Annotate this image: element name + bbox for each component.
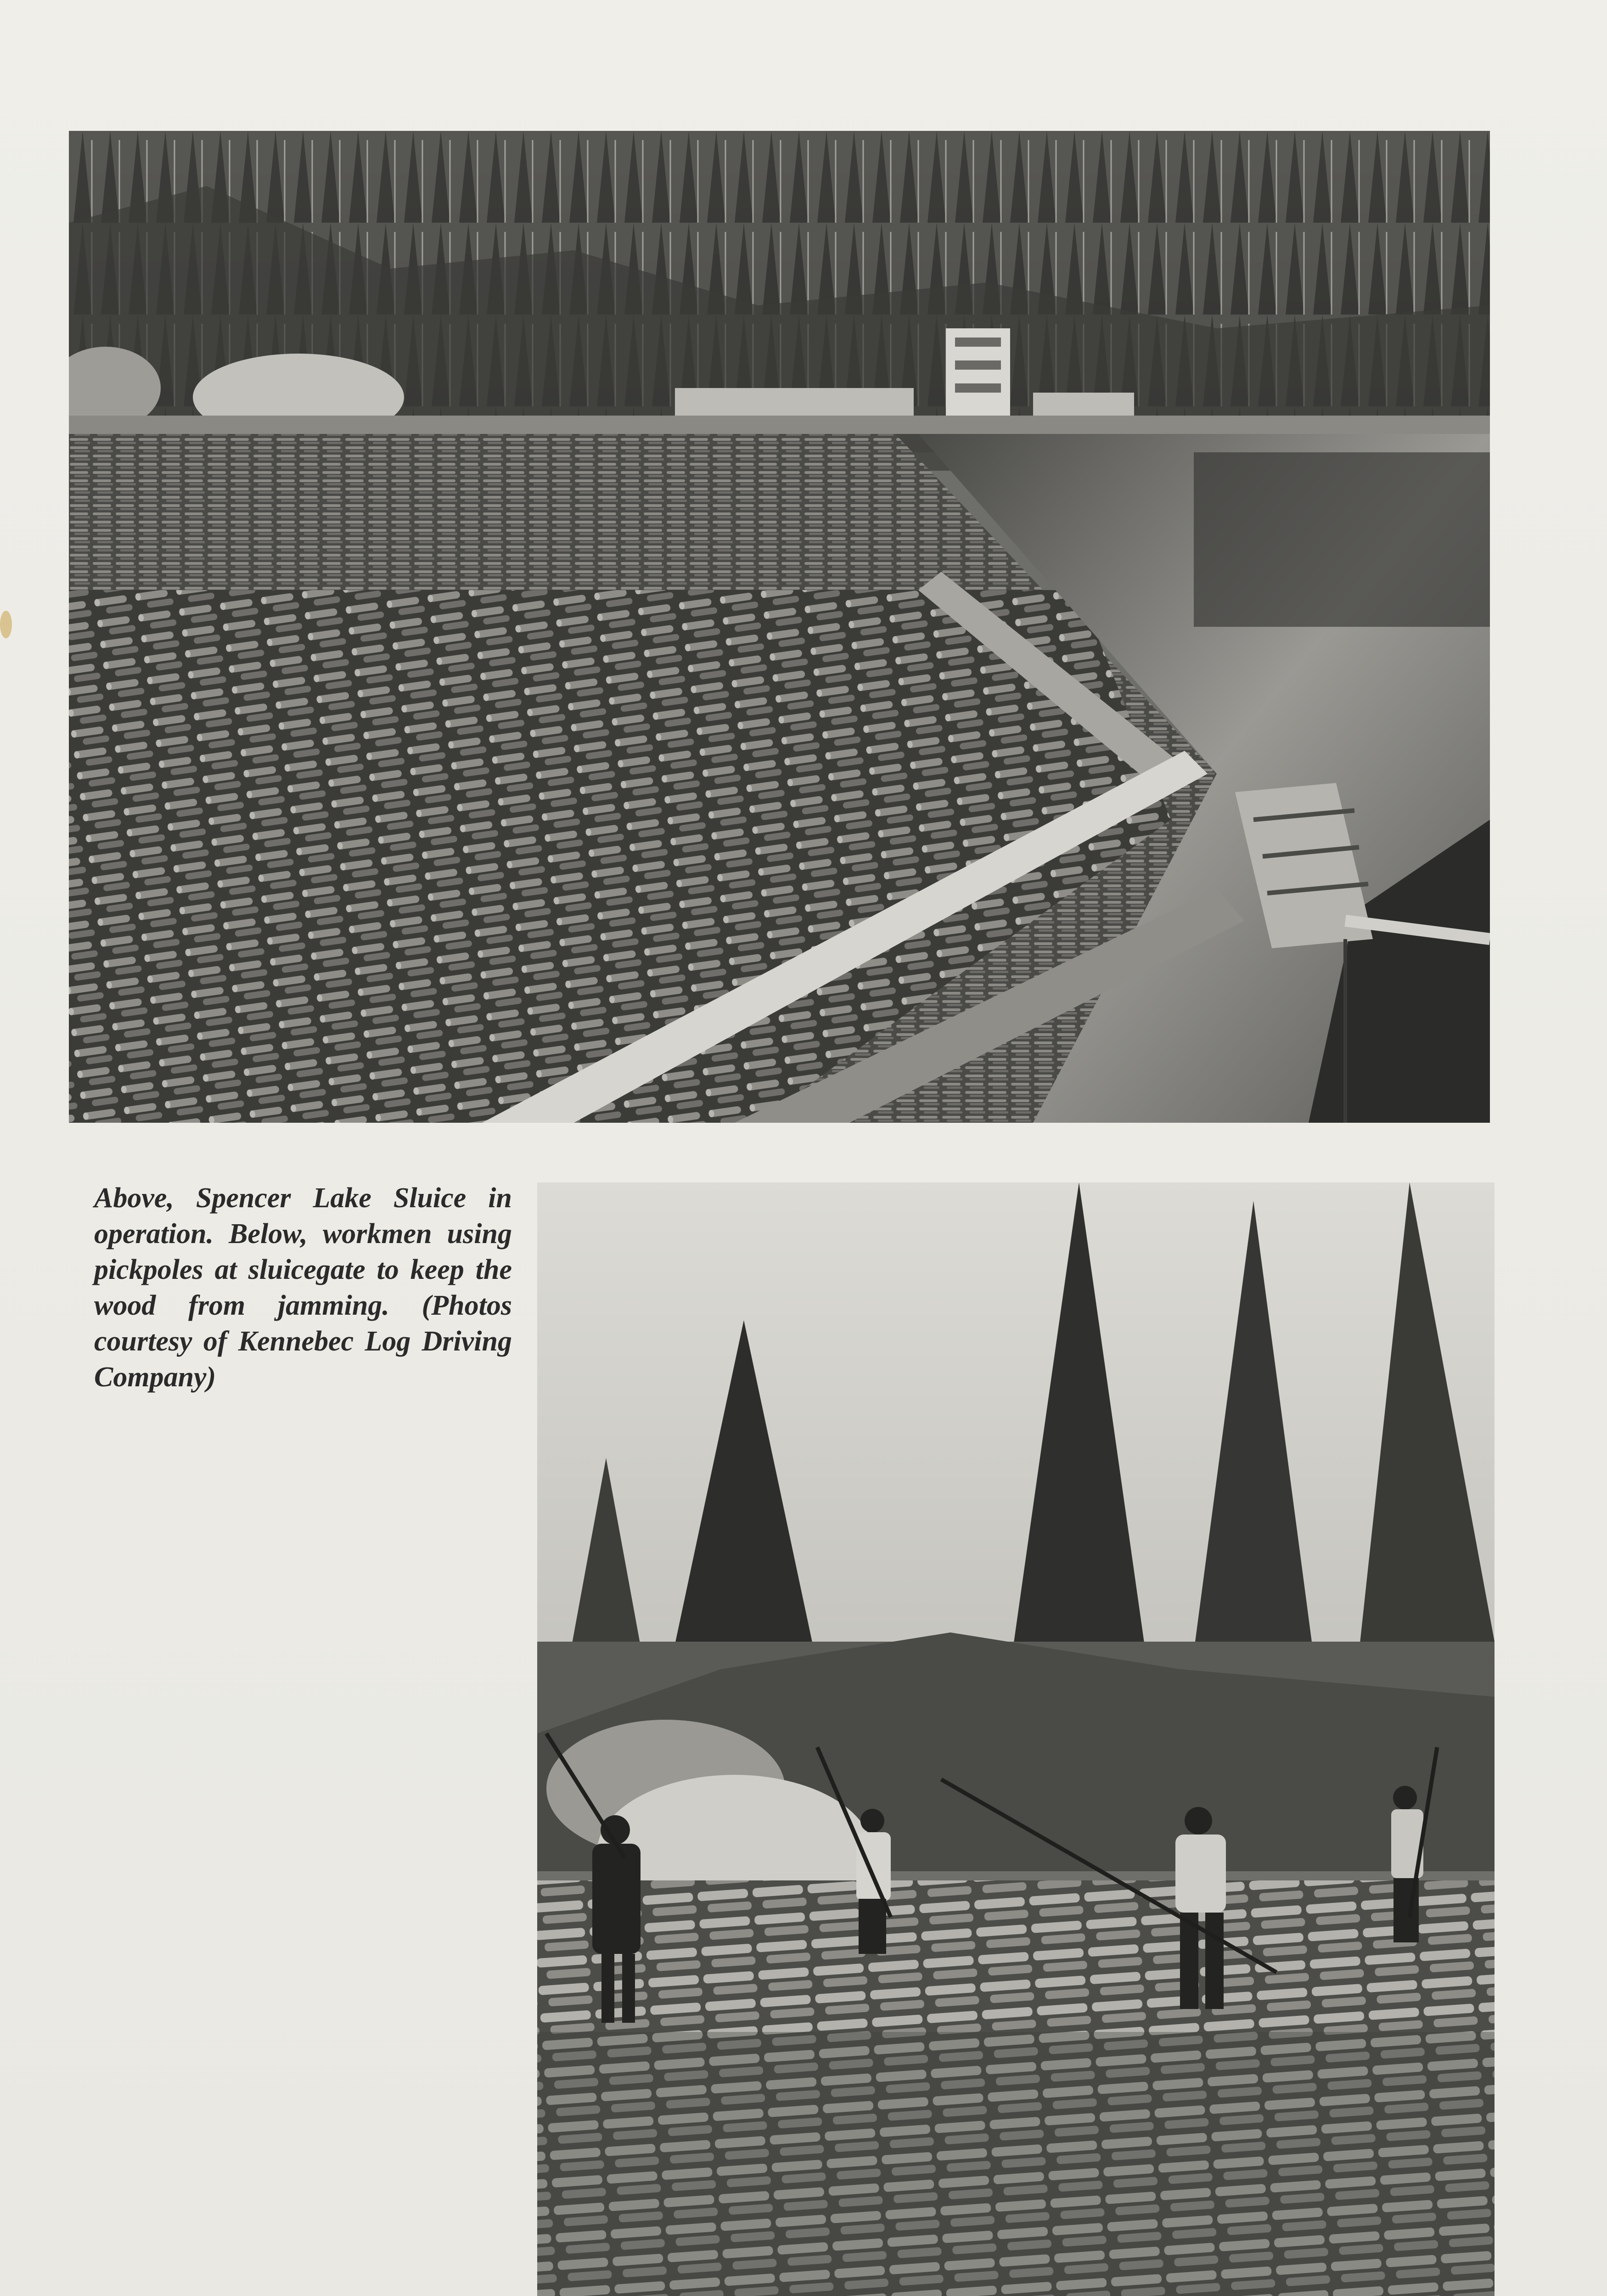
photo-sluice-graphic [69, 131, 1490, 1123]
photo-workmen-graphic [537, 1182, 1495, 2296]
photo-caption: Above, Spencer Lake Sluice in operation. Below, workmen using pickpoles at sluicegate to keep the wood from jamming. (Photos courtesy of Kennebec Log Driving Company) [94, 1182, 512, 1393]
photo-spencer-lake-sluice [69, 131, 1490, 1123]
photo-workmen-pickpoles [537, 1182, 1495, 2296]
paper-stain [0, 611, 12, 638]
